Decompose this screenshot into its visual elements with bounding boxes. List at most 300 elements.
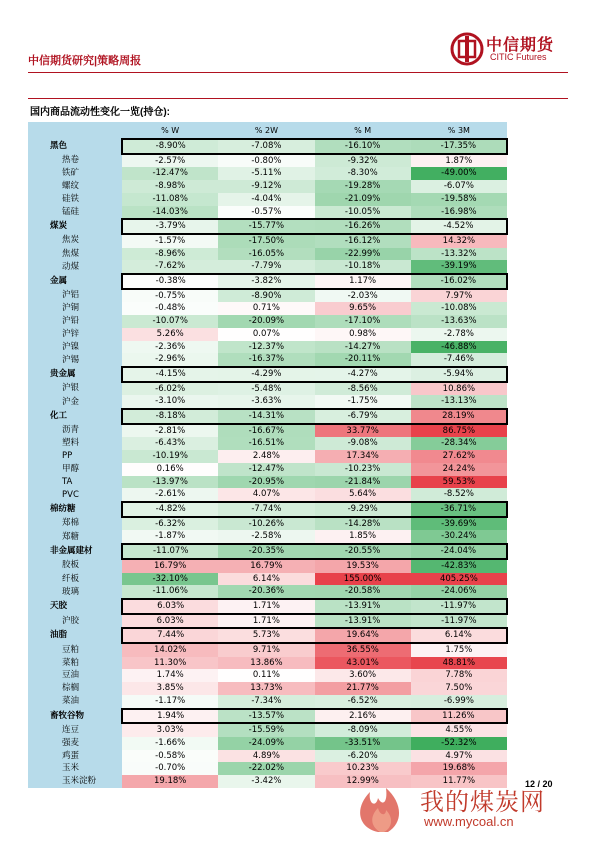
row-label: 油脂 <box>28 628 122 643</box>
group-row <box>28 409 507 424</box>
value-cell: -9.29% <box>315 502 411 517</box>
table-row <box>28 559 507 573</box>
value-cell: -17.50% <box>218 234 314 248</box>
value-cell: 0.16% <box>122 463 218 476</box>
value-cell: 12.99% <box>315 775 411 788</box>
value-cell: 1.71% <box>218 614 314 629</box>
value-cell: -7.79% <box>218 260 314 274</box>
value-cell: -1.57% <box>122 234 218 248</box>
value-cell: 11.26% <box>411 709 507 724</box>
value-cell: 5.64% <box>315 488 411 502</box>
value-cell: -20.36% <box>218 585 314 599</box>
value-cell: -17.10% <box>315 315 411 328</box>
value-cell: -11.97% <box>411 599 507 614</box>
value-cell: -46.88% <box>411 341 507 354</box>
value-cell: -3.79% <box>122 219 218 234</box>
table-row <box>28 193 507 206</box>
row-label: 沪锡 <box>28 353 122 367</box>
row-label: 沪铝 <box>28 289 122 303</box>
table-row <box>28 737 507 750</box>
table-row <box>28 695 507 709</box>
value-cell: -16.67% <box>218 424 314 438</box>
row-label: 硅铁 <box>28 193 122 206</box>
value-cell: 6.03% <box>122 614 218 629</box>
value-cell: 3.85% <box>122 682 218 695</box>
value-cell: 14.32% <box>411 234 507 248</box>
row-label: 铁矿 <box>28 167 122 180</box>
value-cell: -1.66% <box>122 737 218 750</box>
value-cell: -9.12% <box>218 180 314 193</box>
table-row <box>28 437 507 450</box>
value-cell: -14.28% <box>315 517 411 531</box>
value-cell: -32.10% <box>122 573 218 586</box>
logo-name-cn: 中信期货 <box>486 37 555 54</box>
value-cell: 1.74% <box>122 669 218 682</box>
value-cell: -2.57% <box>122 154 218 168</box>
table-row <box>28 260 507 274</box>
row-label: 沪铜 <box>28 302 122 315</box>
value-cell: -5.94% <box>411 367 507 382</box>
table-row <box>28 382 507 396</box>
value-cell: -4.04% <box>218 193 314 206</box>
row-label: 沪胶 <box>28 614 122 629</box>
table-row <box>28 643 507 657</box>
column-header: % 2W <box>218 122 314 139</box>
value-cell: -11.08% <box>122 193 218 206</box>
table-row <box>28 614 507 629</box>
value-cell: 16.79% <box>122 559 218 573</box>
value-cell: -10.05% <box>315 206 411 220</box>
row-label: 郑棉 <box>28 517 122 531</box>
value-cell: -14.27% <box>315 341 411 354</box>
value-cell: 14.02% <box>122 643 218 657</box>
value-cell: -16.98% <box>411 206 507 220</box>
value-cell: -9.08% <box>315 437 411 450</box>
value-cell: -4.52% <box>411 219 507 234</box>
row-label: 塑料 <box>28 437 122 450</box>
value-cell: -9.32% <box>315 154 411 168</box>
value-cell: -20.95% <box>218 476 314 489</box>
value-cell: 11.30% <box>122 657 218 670</box>
value-cell: -6.43% <box>122 437 218 450</box>
value-cell: -16.37% <box>218 353 314 367</box>
value-cell: -22.02% <box>218 762 314 775</box>
value-cell: -3.42% <box>218 775 314 788</box>
value-cell: -12.47% <box>218 463 314 476</box>
value-cell: -42.83% <box>411 559 507 573</box>
value-cell: 2.48% <box>218 450 314 463</box>
column-header: % 3M <box>411 122 507 139</box>
row-label: 沪银 <box>28 382 122 396</box>
value-cell: 10.23% <box>315 762 411 775</box>
table-row <box>28 450 507 463</box>
value-cell: -15.77% <box>218 219 314 234</box>
value-cell: -13.91% <box>315 614 411 629</box>
table-row <box>28 302 507 315</box>
value-cell: 3.03% <box>122 723 218 737</box>
value-cell: -0.75% <box>122 289 218 303</box>
value-cell: 10.86% <box>411 382 507 396</box>
value-cell: 11.77% <box>411 775 507 788</box>
row-label: 金属 <box>28 274 122 289</box>
value-cell: -30.24% <box>411 530 507 544</box>
row-label: 玉米淀粉 <box>28 775 122 788</box>
value-cell: -6.52% <box>315 695 411 709</box>
row-label: 玻璃 <box>28 585 122 599</box>
table-row <box>28 657 507 670</box>
value-cell: 19.18% <box>122 775 218 788</box>
value-cell: -24.06% <box>411 585 507 599</box>
group-row <box>28 219 507 234</box>
value-cell: -28.34% <box>411 437 507 450</box>
value-cell: -10.08% <box>411 302 507 315</box>
row-label: 菜油 <box>28 695 122 709</box>
value-cell: 0.98% <box>315 328 411 341</box>
row-label: 连豆 <box>28 723 122 737</box>
table-row <box>28 167 507 180</box>
table-row <box>28 248 507 261</box>
table-row <box>28 206 507 220</box>
value-cell: 7.44% <box>122 628 218 643</box>
value-cell: -6.32% <box>122 517 218 531</box>
value-cell: 5.26% <box>122 328 218 341</box>
value-cell: -39.69% <box>411 517 507 531</box>
value-cell: -0.38% <box>122 274 218 289</box>
value-cell: -4.27% <box>315 367 411 382</box>
table-row <box>28 180 507 193</box>
value-cell: -17.35% <box>411 139 507 154</box>
value-cell: -6.07% <box>411 180 507 193</box>
value-cell: -10.19% <box>122 450 218 463</box>
value-cell: 2.16% <box>315 709 411 724</box>
row-label: 沪镍 <box>28 341 122 354</box>
value-cell: -2.03% <box>315 289 411 303</box>
value-cell: 4.97% <box>411 750 507 763</box>
row-label: 热卷 <box>28 154 122 168</box>
flame-logo-icon <box>348 778 418 836</box>
table-row <box>28 328 507 341</box>
value-cell: -52.32% <box>411 737 507 750</box>
value-cell: -7.08% <box>218 139 314 154</box>
value-cell: -19.58% <box>411 193 507 206</box>
value-cell: 5.73% <box>218 628 314 643</box>
value-cell: -2.58% <box>218 530 314 544</box>
value-cell: 19.64% <box>315 628 411 643</box>
row-label: 焦煤 <box>28 248 122 261</box>
value-cell: -1.87% <box>122 530 218 544</box>
row-label: PVC <box>28 488 122 502</box>
value-cell: -0.80% <box>218 154 314 168</box>
value-cell: -14.31% <box>218 409 314 424</box>
value-cell: 59.53% <box>411 476 507 489</box>
value-cell: -13.91% <box>315 599 411 614</box>
value-cell: -36.71% <box>411 502 507 517</box>
value-cell: -1.17% <box>122 695 218 709</box>
column-header: % W <box>122 122 218 139</box>
value-cell: -8.30% <box>315 167 411 180</box>
value-cell: 7.97% <box>411 289 507 303</box>
row-label: 沥青 <box>28 424 122 438</box>
row-label: 甲醇 <box>28 463 122 476</box>
value-cell: -10.23% <box>315 463 411 476</box>
value-cell: -12.37% <box>218 341 314 354</box>
group-row <box>28 709 507 724</box>
value-cell: 33.77% <box>315 424 411 438</box>
section-divider <box>28 98 568 99</box>
table-row <box>28 463 507 476</box>
value-cell: -10.07% <box>122 315 218 328</box>
value-cell: -7.62% <box>122 260 218 274</box>
value-cell: -13.63% <box>411 315 507 328</box>
row-label: 化工 <box>28 409 122 424</box>
row-label: 贵金属 <box>28 367 122 382</box>
group-row <box>28 628 507 643</box>
value-cell: -49.00% <box>411 167 507 180</box>
value-cell: -15.59% <box>218 723 314 737</box>
row-label: 胶板 <box>28 559 122 573</box>
row-label: 菜粕 <box>28 657 122 670</box>
value-cell: -1.75% <box>315 395 411 409</box>
report-header-title: 中信期货研究|策略周报 <box>28 55 142 67</box>
row-label: 天胶 <box>28 599 122 614</box>
value-cell: -3.63% <box>218 395 314 409</box>
row-label: 强麦 <box>28 737 122 750</box>
value-cell: -2.81% <box>122 424 218 438</box>
value-cell: 7.78% <box>411 669 507 682</box>
value-cell: -0.58% <box>122 750 218 763</box>
value-cell: 6.14% <box>218 573 314 586</box>
section-title: 国内商品流动性变化一览(持仓): <box>30 107 170 118</box>
value-cell: -13.13% <box>411 395 507 409</box>
value-cell: -8.56% <box>315 382 411 396</box>
value-cell: 28.19% <box>411 409 507 424</box>
row-label: PP <box>28 450 122 463</box>
value-cell: 6.14% <box>411 628 507 643</box>
value-cell: 1.17% <box>315 274 411 289</box>
row-label: 沪锌 <box>28 328 122 341</box>
value-cell: -19.28% <box>315 180 411 193</box>
value-cell: -5.48% <box>218 382 314 396</box>
value-cell: 27.62% <box>411 450 507 463</box>
group-row <box>28 367 507 382</box>
row-label: 非金属建材 <box>28 544 122 559</box>
value-cell: -4.82% <box>122 502 218 517</box>
value-cell: -24.09% <box>218 737 314 750</box>
value-cell: -6.79% <box>315 409 411 424</box>
row-label: 豆油 <box>28 669 122 682</box>
value-cell: -24.04% <box>411 544 507 559</box>
logo-name-en: CITIC Futures <box>490 52 547 62</box>
row-label: 棉纺糖 <box>28 502 122 517</box>
group-row <box>28 502 507 517</box>
table-row <box>28 234 507 248</box>
value-cell: -4.29% <box>218 367 314 382</box>
value-cell: 19.68% <box>411 762 507 775</box>
row-label: 畜牧谷物 <box>28 709 122 724</box>
value-cell: -0.70% <box>122 762 218 775</box>
table-row <box>28 289 507 303</box>
value-cell: 17.34% <box>315 450 411 463</box>
value-cell: 6.03% <box>122 599 218 614</box>
value-cell: -13.57% <box>218 709 314 724</box>
table-row <box>28 669 507 682</box>
value-cell: -16.05% <box>218 248 314 261</box>
value-cell: -20.35% <box>218 544 314 559</box>
value-cell: 19.53% <box>315 559 411 573</box>
row-label: 玉米 <box>28 762 122 775</box>
value-cell: -3.10% <box>122 395 218 409</box>
value-cell: -0.57% <box>218 206 314 220</box>
value-cell: -6.02% <box>122 382 218 396</box>
row-label: 煤炭 <box>28 219 122 234</box>
group-row <box>28 544 507 559</box>
value-cell: 0.07% <box>218 328 314 341</box>
value-cell: -16.26% <box>315 219 411 234</box>
value-cell: -8.52% <box>411 488 507 502</box>
watermark-url: www.mycoal.cn <box>424 814 514 829</box>
value-cell: 155.00% <box>315 573 411 586</box>
value-cell: 9.71% <box>218 643 314 657</box>
table-row <box>28 488 507 502</box>
value-cell: -2.61% <box>122 488 218 502</box>
citic-emblem-icon <box>450 32 484 66</box>
row-label: TA <box>28 476 122 489</box>
row-label: 锰硅 <box>28 206 122 220</box>
row-label: 动煤 <box>28 260 122 274</box>
value-cell: 16.79% <box>218 559 314 573</box>
value-cell: -8.98% <box>122 180 218 193</box>
value-cell: 3.60% <box>315 669 411 682</box>
value-cell: -20.55% <box>315 544 411 559</box>
table-row <box>28 723 507 737</box>
value-cell: -2.96% <box>122 353 218 367</box>
value-cell: -7.46% <box>411 353 507 367</box>
value-cell: 21.77% <box>315 682 411 695</box>
table-row <box>28 762 507 775</box>
value-cell: 4.89% <box>218 750 314 763</box>
value-cell: 1.75% <box>411 643 507 657</box>
value-cell: -20.09% <box>218 315 314 328</box>
value-cell: 0.71% <box>218 302 314 315</box>
value-cell: -3.82% <box>218 274 314 289</box>
row-label: 豆粕 <box>28 643 122 657</box>
value-cell: -5.11% <box>218 167 314 180</box>
table-row <box>28 353 507 367</box>
page-number: 12 / 20 <box>525 779 553 789</box>
value-cell: 43.01% <box>315 657 411 670</box>
group-row <box>28 274 507 289</box>
header-divider <box>28 72 568 73</box>
value-cell: -7.74% <box>218 502 314 517</box>
table-row <box>28 517 507 531</box>
value-cell: 1.87% <box>411 154 507 168</box>
table-row <box>28 750 507 763</box>
value-cell: -2.78% <box>411 328 507 341</box>
value-cell: -13.97% <box>122 476 218 489</box>
value-cell: -20.11% <box>315 353 411 367</box>
value-cell: -33.51% <box>315 737 411 750</box>
citic-futures-logo <box>450 30 570 70</box>
table-row <box>28 341 507 354</box>
table-row <box>28 573 507 586</box>
value-cell: -12.47% <box>122 167 218 180</box>
group-row <box>28 599 507 614</box>
value-cell: 13.86% <box>218 657 314 670</box>
table-header-row <box>28 122 507 139</box>
row-label: 沪金 <box>28 395 122 409</box>
value-cell: 4.07% <box>218 488 314 502</box>
value-cell: 86.75% <box>411 424 507 438</box>
value-cell: -16.51% <box>218 437 314 450</box>
value-cell: -16.12% <box>315 234 411 248</box>
value-cell: 13.73% <box>218 682 314 695</box>
value-cell: 4.55% <box>411 723 507 737</box>
table-row <box>28 476 507 489</box>
table-row <box>28 530 507 544</box>
row-label: 鸡蛋 <box>28 750 122 763</box>
value-cell: -20.58% <box>315 585 411 599</box>
value-cell: -4.15% <box>122 367 218 382</box>
value-cell: -11.97% <box>411 614 507 629</box>
column-header-blank <box>28 122 122 139</box>
value-cell: -2.36% <box>122 341 218 354</box>
value-cell: 1.71% <box>218 599 314 614</box>
value-cell: 48.81% <box>411 657 507 670</box>
value-cell: 1.85% <box>315 530 411 544</box>
row-label: 焦炭 <box>28 234 122 248</box>
value-cell: -39.19% <box>411 260 507 274</box>
value-cell: -22.99% <box>315 248 411 261</box>
value-cell: -8.09% <box>315 723 411 737</box>
value-cell: -6.99% <box>411 695 507 709</box>
row-label: 螺纹 <box>28 180 122 193</box>
value-cell: -0.48% <box>122 302 218 315</box>
value-cell: -8.90% <box>122 139 218 154</box>
value-cell: -7.34% <box>218 695 314 709</box>
value-cell: 1.94% <box>122 709 218 724</box>
row-label: 沪铅 <box>28 315 122 328</box>
column-header: % M <box>315 122 411 139</box>
value-cell: 7.50% <box>411 682 507 695</box>
table-row <box>28 682 507 695</box>
value-cell: -21.84% <box>315 476 411 489</box>
table-row <box>28 315 507 328</box>
table-row <box>28 154 507 168</box>
value-cell: -21.09% <box>315 193 411 206</box>
value-cell: -8.90% <box>218 289 314 303</box>
table-row <box>28 585 507 599</box>
value-cell: -10.18% <box>315 260 411 274</box>
watermark-text: 我的煤炭网 <box>420 789 545 816</box>
row-label: 郑糖 <box>28 530 122 544</box>
table-row <box>28 395 507 409</box>
value-cell: 405.25% <box>411 573 507 586</box>
table-row <box>28 424 507 438</box>
row-label: 棕榈 <box>28 682 122 695</box>
liquidity-table <box>28 122 508 788</box>
value-cell: -10.26% <box>218 517 314 531</box>
value-cell: -8.18% <box>122 409 218 424</box>
value-cell: 24.24% <box>411 463 507 476</box>
value-cell: -6.20% <box>315 750 411 763</box>
row-label: 纤板 <box>28 573 122 586</box>
value-cell: -16.02% <box>411 274 507 289</box>
row-label: 黑色 <box>28 139 122 154</box>
value-cell: -11.07% <box>122 544 218 559</box>
value-cell: -13.32% <box>411 248 507 261</box>
value-cell: -11.06% <box>122 585 218 599</box>
value-cell: 36.55% <box>315 643 411 657</box>
